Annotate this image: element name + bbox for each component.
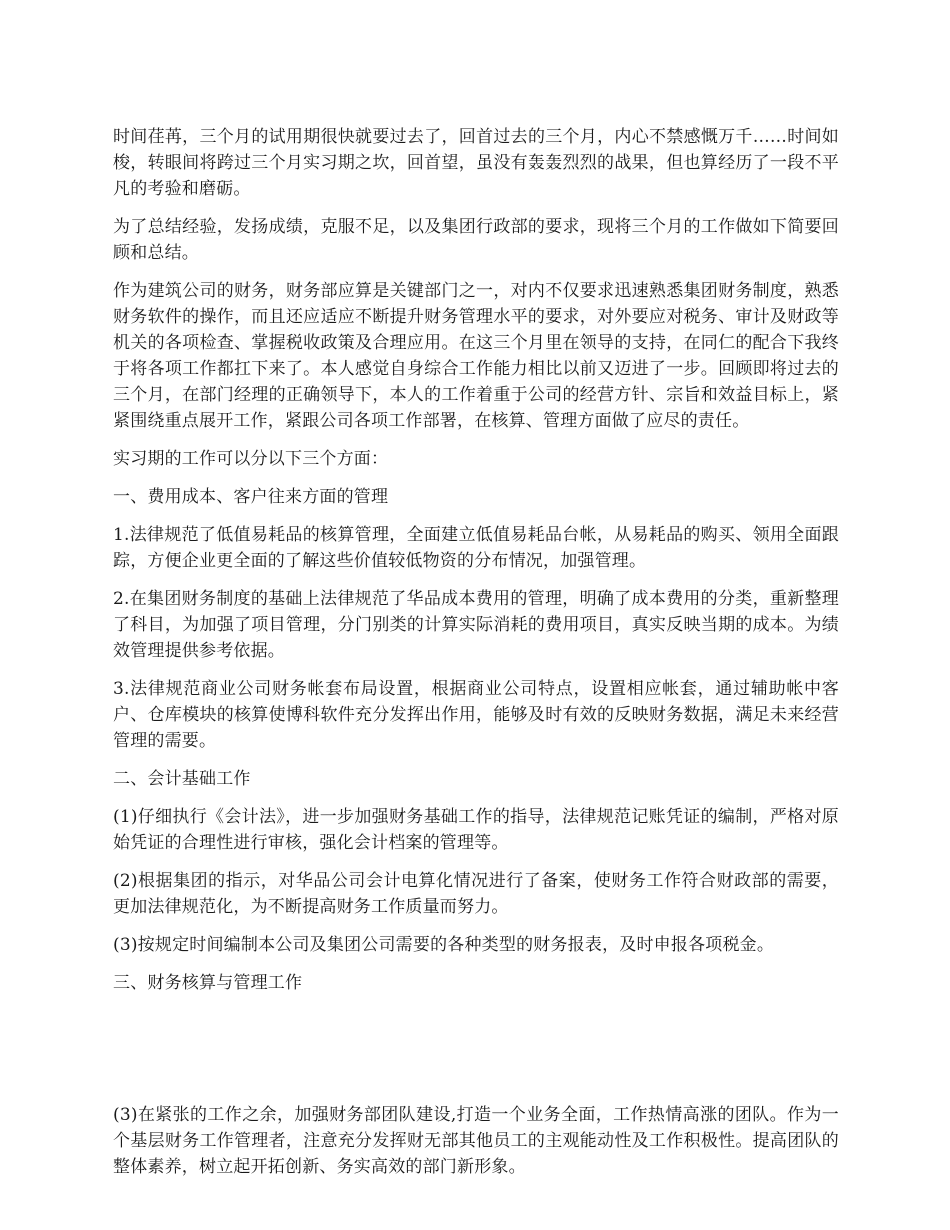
list-item-5: (2)根据集团的指示，对华品公司会计电算化情况进行了备案，使财务工作符合财政部的需要，更加法律规范化，为不断提高财务工作质量而努力。	[113, 871, 839, 917]
document-body	[113, 124, 839, 1192]
section-heading-1: 一、费用成本、客户往来方面的管理	[113, 487, 389, 507]
paragraph-purpose: 为了总结经验，发扬成绩，克服不足，以及集团行政部的要求，现将三个月的工作做如下简要回顾和总结。	[113, 217, 839, 263]
paragraph-intro: 时间荏苒，三个月的试用期很快就要过去了，回首过去的三个月，内心不禁感慨万千……时间如梭，转眼间将跨过三个月实习期之坎，回首望，虽没有轰轰烈烈的战果，但也算经历了一段不平凡的考验和磨砺。	[113, 127, 839, 199]
paragraph-overview: 实习期的工作可以分以下三个方面：	[113, 449, 389, 469]
list-item-4: (1)仔细执行《会计法》，进一步加强财务基础工作的指导，法律规范记账凭证的编制，严格对原始凭证的合理性进行审核，强化会计档案的管理等。	[113, 807, 839, 853]
section-heading-3: 三、财务核算与管理工作	[113, 973, 303, 993]
list-item-7: (3)在紧张的工作之余，加强财务部团队建设,打造一个业务全面，工作热情高涨的团队。作为一个基层财务工作管理者，注意充分发挥财无部其他员工的主观能动性及工作积极性。提高团队的整体素养，树立起开拓创新、务实高效的部门新形象。	[113, 1105, 839, 1177]
list-item-2: 2.在集团财务制度的基础上法律规范了华品成本费用的管理，明确了成本费用的分类，重新整理了科目，为加强了项目管理，分门别类的计算实际消耗的费用项目，真实反映当期的成本。为绩效管理提供参考依据。	[113, 589, 839, 661]
paragraph-role: 作为建筑公司的财务，财务部应算是关键部门之一，对内不仅要求迅速熟悉集团财务制度，熟悉财务软件的操作，而且还应适应不断提升财务管理水平的要求，对外要应对税务、审计及财政等机关的各项检查、掌握税收政策及合理应用。在这三个月里在领导的支持，在同仁的配合下我终于将各项工作都扛下来了。本人感觉自身综合工作能力相比以前又迈进了一步。回顾即将过去的三个月，在部门经理的正确领导下，本人的工作着重于公司的经营方针、宗旨和效益目标上，紧紧围绕重点展开工作，紧跟公司各项工作部署，在核算、管理方面做了应尽的责任。	[113, 281, 839, 431]
section-heading-2: 二、会计基础工作	[113, 769, 251, 789]
list-item-3: 3.法律规范商业公司财务帐套布局设置，根据商业公司特点，设置相应帐套，通过辅助帐中客户、仓库模块的核算使博科软件充分发挥出作用，能够及时有效的反映财务数据，满足未来经营管理的需要。	[113, 679, 839, 751]
blank-gap	[113, 1008, 839, 1102]
list-item-6: (3)按规定时间编制本公司及集团公司需要的各种类型的财务报表，及时申报各项税金。	[113, 935, 775, 955]
list-item-1: 1.法律规范了低值易耗品的核算管理，全面建立低值易耗品台帐，从易耗品的购买、领用全面跟踪，方便企业更全面的了解这些价值较低物资的分布情况，加强管理。	[113, 525, 839, 571]
